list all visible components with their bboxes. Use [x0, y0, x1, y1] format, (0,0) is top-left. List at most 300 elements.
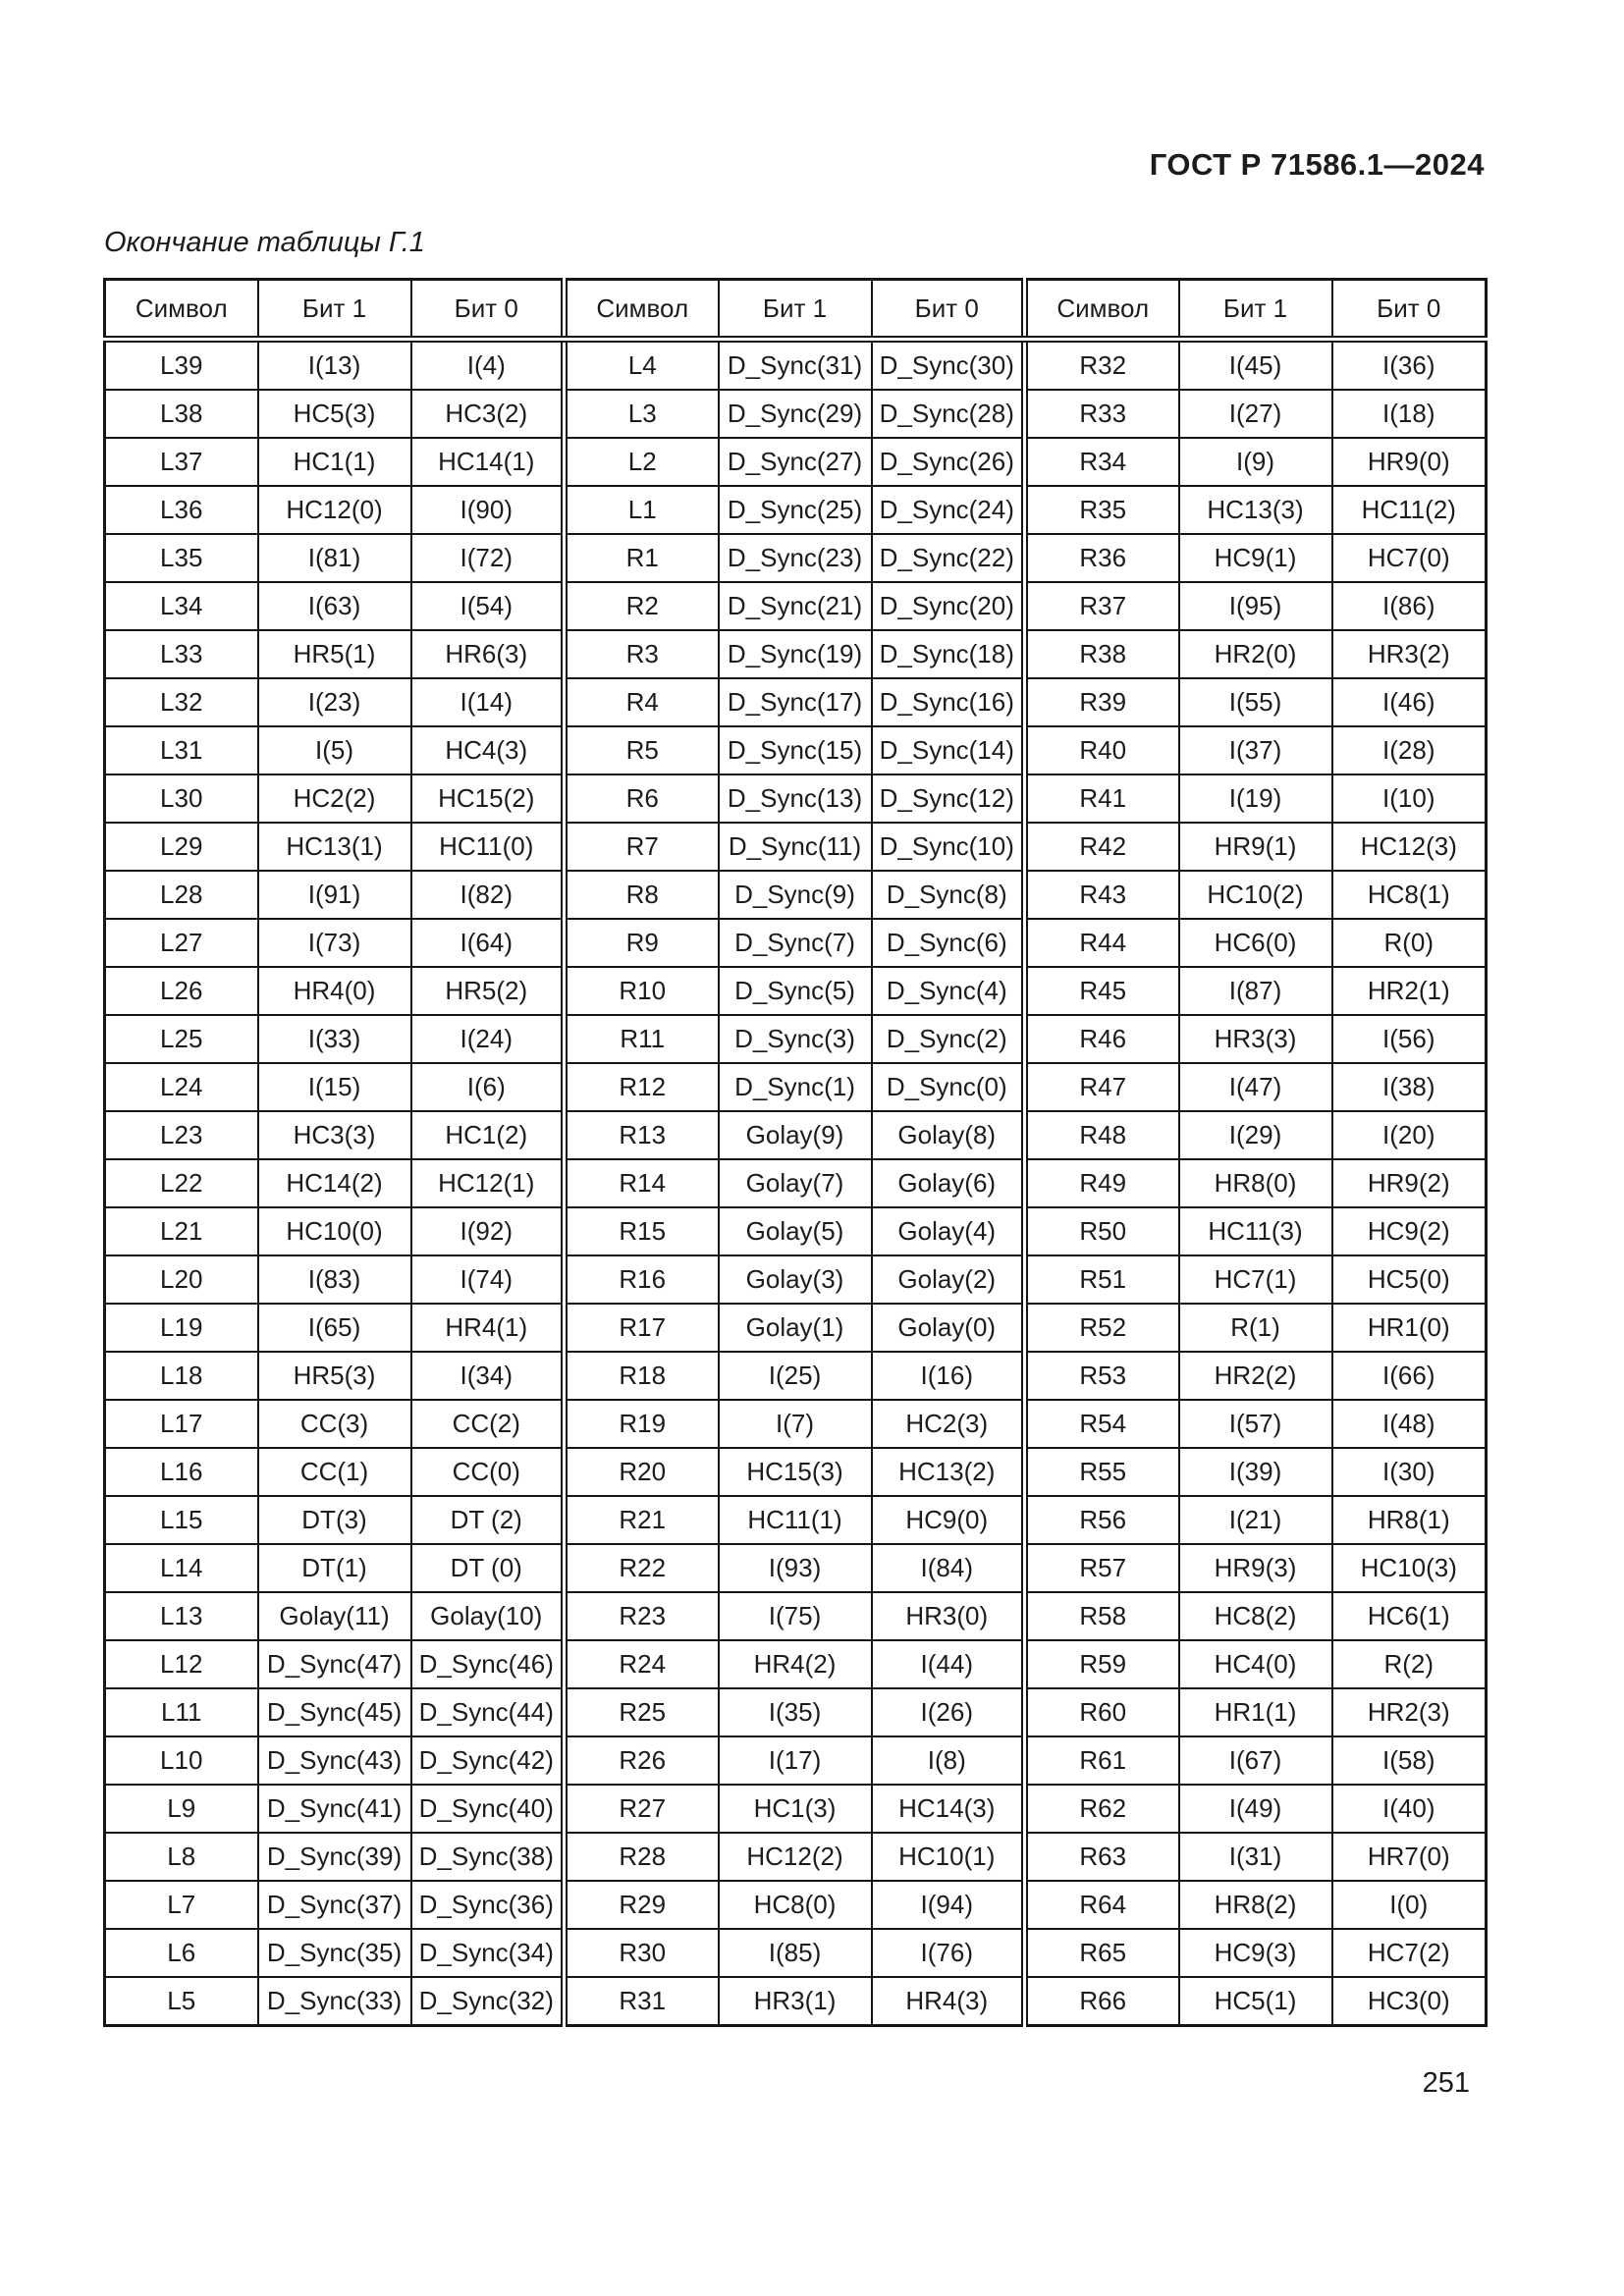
symbol-cell: R65	[1025, 1929, 1179, 1977]
bit-cell: HR1(0)	[1332, 1304, 1487, 1352]
bit-cell: D_Sync(2)	[872, 1015, 1025, 1063]
table-row	[105, 774, 1487, 823]
symbol-cell: R4	[565, 678, 719, 726]
bit-cell: I(47)	[1179, 1063, 1332, 1111]
bit-cell: I(55)	[1179, 678, 1332, 726]
bit-cell: CC(1)	[258, 1448, 411, 1496]
bit-cell: HC5(3)	[258, 390, 411, 438]
symbol-bit-table	[103, 278, 1488, 2027]
column-header: Символ	[105, 280, 258, 340]
symbol-cell: L11	[105, 1688, 258, 1736]
symbol-cell: L37	[105, 438, 258, 486]
bit-cell: HC2(3)	[872, 1400, 1025, 1448]
symbol-cell: L4	[565, 340, 719, 391]
bit-cell: I(81)	[258, 534, 411, 582]
symbol-cell: R7	[565, 823, 719, 871]
column-header: Бит 1	[719, 280, 872, 340]
bit-cell: I(75)	[719, 1592, 872, 1640]
bit-cell: Golay(4)	[872, 1207, 1025, 1255]
bit-cell: D_Sync(35)	[258, 1929, 411, 1977]
bit-cell: D_Sync(23)	[719, 534, 872, 582]
bit-cell: D_Sync(29)	[719, 390, 872, 438]
symbol-cell: R54	[1025, 1400, 1179, 1448]
symbol-cell: L5	[105, 1977, 258, 2026]
bit-cell: I(73)	[258, 919, 411, 967]
bit-cell: Golay(0)	[872, 1304, 1025, 1352]
bit-cell: D_Sync(41)	[258, 1785, 411, 1833]
column-header: Символ	[565, 280, 719, 340]
column-header: Бит 0	[411, 280, 565, 340]
symbol-cell: L31	[105, 726, 258, 774]
bit-cell: HR1(1)	[1179, 1688, 1332, 1736]
symbol-cell: L29	[105, 823, 258, 871]
bit-cell: HC15(3)	[719, 1448, 872, 1496]
bit-cell: DT(1)	[258, 1544, 411, 1592]
bit-cell: HC10(1)	[872, 1833, 1025, 1881]
symbol-cell: R14	[565, 1159, 719, 1207]
table-row	[105, 582, 1487, 630]
bit-cell: I(85)	[719, 1929, 872, 1977]
symbol-cell: R17	[565, 1304, 719, 1352]
symbol-cell: R52	[1025, 1304, 1179, 1352]
column-header: Бит 1	[1179, 280, 1332, 340]
bit-cell: I(8)	[872, 1736, 1025, 1785]
bit-cell: HC12(3)	[1332, 823, 1487, 871]
bit-cell: D_Sync(34)	[411, 1929, 565, 1977]
bit-cell: I(84)	[872, 1544, 1025, 1592]
symbol-cell: R21	[565, 1496, 719, 1544]
table-row	[105, 1015, 1487, 1063]
symbol-cell: L22	[105, 1159, 258, 1207]
symbol-cell: R26	[565, 1736, 719, 1785]
bit-cell: HR5(3)	[258, 1352, 411, 1400]
bit-cell: D_Sync(12)	[872, 774, 1025, 823]
bit-cell: I(20)	[1332, 1111, 1487, 1159]
bit-cell: D_Sync(13)	[719, 774, 872, 823]
symbol-cell: L8	[105, 1833, 258, 1881]
bit-cell: D_Sync(0)	[872, 1063, 1025, 1111]
bit-cell: I(46)	[1332, 678, 1487, 726]
bit-cell: HR9(0)	[1332, 438, 1487, 486]
bit-cell: HC10(3)	[1332, 1544, 1487, 1592]
symbol-cell: R58	[1025, 1592, 1179, 1640]
bit-cell: I(49)	[1179, 1785, 1332, 1833]
symbol-cell: R30	[565, 1929, 719, 1977]
table-row	[105, 1448, 1487, 1496]
bit-cell: I(33)	[258, 1015, 411, 1063]
symbol-cell: L10	[105, 1736, 258, 1785]
symbol-cell: R64	[1025, 1881, 1179, 1929]
bit-cell: I(38)	[1332, 1063, 1487, 1111]
bit-cell: HC14(2)	[258, 1159, 411, 1207]
bit-cell: I(31)	[1179, 1833, 1332, 1881]
symbol-cell: R19	[565, 1400, 719, 1448]
bit-cell: I(40)	[1332, 1785, 1487, 1833]
bit-cell: I(6)	[411, 1063, 565, 1111]
bit-cell: R(1)	[1179, 1304, 1332, 1352]
bit-cell: HC7(0)	[1332, 534, 1487, 582]
bit-cell: D_Sync(25)	[719, 486, 872, 534]
bit-cell: D_Sync(20)	[872, 582, 1025, 630]
bit-cell: I(63)	[258, 582, 411, 630]
bit-cell: I(26)	[872, 1688, 1025, 1736]
symbol-cell: R40	[1025, 726, 1179, 774]
bit-cell: CC(3)	[258, 1400, 411, 1448]
bit-cell: I(91)	[258, 871, 411, 919]
bit-cell: D_Sync(19)	[719, 630, 872, 678]
bit-cell: HC5(0)	[1332, 1255, 1487, 1304]
symbol-cell: R8	[565, 871, 719, 919]
symbol-cell: R48	[1025, 1111, 1179, 1159]
bit-cell: I(35)	[719, 1688, 872, 1736]
bit-cell: I(17)	[719, 1736, 872, 1785]
symbol-cell: R41	[1025, 774, 1179, 823]
bit-cell: I(65)	[258, 1304, 411, 1352]
column-header: Бит 0	[1332, 280, 1487, 340]
bit-cell: I(13)	[258, 340, 411, 391]
bit-cell: D_Sync(28)	[872, 390, 1025, 438]
table-header-row	[105, 280, 1487, 340]
symbol-cell: L27	[105, 919, 258, 967]
bit-cell: HC8(1)	[1332, 871, 1487, 919]
table-row	[105, 1304, 1487, 1352]
bit-cell: HR9(3)	[1179, 1544, 1332, 1592]
bit-cell: D_Sync(11)	[719, 823, 872, 871]
bit-cell: HC11(0)	[411, 823, 565, 871]
symbol-cell: L25	[105, 1015, 258, 1063]
symbol-cell: L26	[105, 967, 258, 1015]
symbol-cell: L35	[105, 534, 258, 582]
bit-cell: HR2(1)	[1332, 967, 1487, 1015]
bit-cell: I(36)	[1332, 340, 1487, 391]
symbol-cell: L9	[105, 1785, 258, 1833]
bit-cell: R(0)	[1332, 919, 1487, 967]
bit-cell: HC15(2)	[411, 774, 565, 823]
bit-cell: I(14)	[411, 678, 565, 726]
bit-cell: HC1(2)	[411, 1111, 565, 1159]
bit-cell: I(39)	[1179, 1448, 1332, 1496]
table-row	[105, 1977, 1487, 2026]
bit-cell: DT (2)	[411, 1496, 565, 1544]
bit-cell: I(24)	[411, 1015, 565, 1063]
bit-cell: HC6(1)	[1332, 1592, 1487, 1640]
bit-cell: I(93)	[719, 1544, 872, 1592]
symbol-cell: R47	[1025, 1063, 1179, 1111]
symbol-cell: L18	[105, 1352, 258, 1400]
bit-cell: HC13(3)	[1179, 486, 1332, 534]
table-row	[105, 630, 1487, 678]
table-row	[105, 390, 1487, 438]
table-row	[105, 486, 1487, 534]
bit-cell: HC1(3)	[719, 1785, 872, 1833]
bit-cell: HC14(3)	[872, 1785, 1025, 1833]
bit-cell: HC12(0)	[258, 486, 411, 534]
bit-cell: HC4(0)	[1179, 1640, 1332, 1688]
bit-cell: I(86)	[1332, 582, 1487, 630]
bit-cell: Golay(8)	[872, 1111, 1025, 1159]
table-row	[105, 1833, 1487, 1881]
symbol-cell: R3	[565, 630, 719, 678]
bit-cell: I(9)	[1179, 438, 1332, 486]
symbol-cell: R10	[565, 967, 719, 1015]
bit-cell: HC9(3)	[1179, 1929, 1332, 1977]
bit-cell: HR5(1)	[258, 630, 411, 678]
bit-cell: I(56)	[1332, 1015, 1487, 1063]
bit-cell: HC10(0)	[258, 1207, 411, 1255]
bit-cell: R(2)	[1332, 1640, 1487, 1688]
bit-cell: D_Sync(27)	[719, 438, 872, 486]
symbol-cell: R39	[1025, 678, 1179, 726]
symbol-cell: L2	[565, 438, 719, 486]
symbol-cell: R35	[1025, 486, 1179, 534]
symbol-cell: R23	[565, 1592, 719, 1640]
bit-cell: I(7)	[719, 1400, 872, 1448]
bit-cell: Golay(3)	[719, 1255, 872, 1304]
bit-cell: HR2(0)	[1179, 630, 1332, 678]
bit-cell: D_Sync(5)	[719, 967, 872, 1015]
bit-cell: D_Sync(40)	[411, 1785, 565, 1833]
table-row	[105, 1159, 1487, 1207]
symbol-cell: L20	[105, 1255, 258, 1304]
bit-cell: I(76)	[872, 1929, 1025, 1977]
bit-cell: Golay(2)	[872, 1255, 1025, 1304]
table-row	[105, 1785, 1487, 1833]
bit-cell: I(74)	[411, 1255, 565, 1304]
bit-cell: HR3(2)	[1332, 630, 1487, 678]
bit-cell: I(28)	[1332, 726, 1487, 774]
symbol-cell: L1	[565, 486, 719, 534]
symbol-cell: R18	[565, 1352, 719, 1400]
symbol-cell: R25	[565, 1688, 719, 1736]
bit-cell: HC10(2)	[1179, 871, 1332, 919]
symbol-cell: R34	[1025, 438, 1179, 486]
bit-cell: HC9(1)	[1179, 534, 1332, 582]
bit-cell: HR9(2)	[1332, 1159, 1487, 1207]
bit-cell: DT(3)	[258, 1496, 411, 1544]
bit-cell: I(48)	[1332, 1400, 1487, 1448]
bit-cell: I(0)	[1332, 1881, 1487, 1929]
bit-cell: I(95)	[1179, 582, 1332, 630]
table-row	[105, 823, 1487, 871]
symbol-cell: R38	[1025, 630, 1179, 678]
doc-reference: ГОСТ Р 71586.1—2024	[1149, 147, 1485, 182]
table-row	[105, 1544, 1487, 1592]
bit-cell: HR8(0)	[1179, 1159, 1332, 1207]
bit-cell: HR3(0)	[872, 1592, 1025, 1640]
bit-cell: D_Sync(33)	[258, 1977, 411, 2026]
bit-cell: D_Sync(39)	[258, 1833, 411, 1881]
bit-cell: D_Sync(18)	[872, 630, 1025, 678]
symbol-cell: R28	[565, 1833, 719, 1881]
symbol-cell: R13	[565, 1111, 719, 1159]
bit-cell: HR8(2)	[1179, 1881, 1332, 1929]
bit-cell: D_Sync(38)	[411, 1833, 565, 1881]
bit-cell: HC8(2)	[1179, 1592, 1332, 1640]
bit-cell: D_Sync(32)	[411, 1977, 565, 2026]
column-header: Бит 0	[872, 280, 1025, 340]
bit-cell: I(37)	[1179, 726, 1332, 774]
table-row	[105, 1881, 1487, 1929]
bit-cell: D_Sync(1)	[719, 1063, 872, 1111]
bit-cell: I(21)	[1179, 1496, 1332, 1544]
bit-cell: I(66)	[1332, 1352, 1487, 1400]
bit-cell: HC13(1)	[258, 823, 411, 871]
symbol-cell: R15	[565, 1207, 719, 1255]
table-row	[105, 1207, 1487, 1255]
bit-cell: HC4(3)	[411, 726, 565, 774]
table-row	[105, 967, 1487, 1015]
bit-cell: HC11(3)	[1179, 1207, 1332, 1255]
table-row	[105, 1400, 1487, 1448]
symbol-cell: L14	[105, 1544, 258, 1592]
symbol-cell: R56	[1025, 1496, 1179, 1544]
symbol-cell: R44	[1025, 919, 1179, 967]
symbol-cell: R27	[565, 1785, 719, 1833]
bit-cell: D_Sync(26)	[872, 438, 1025, 486]
symbol-cell: R24	[565, 1640, 719, 1688]
bit-cell: I(54)	[411, 582, 565, 630]
symbol-cell: R2	[565, 582, 719, 630]
bit-cell: CC(2)	[411, 1400, 565, 1448]
symbol-cell: R62	[1025, 1785, 1179, 1833]
symbol-cell: L23	[105, 1111, 258, 1159]
table-row	[105, 1592, 1487, 1640]
bit-cell: DT (0)	[411, 1544, 565, 1592]
bit-cell: I(23)	[258, 678, 411, 726]
bit-cell: D_Sync(9)	[719, 871, 872, 919]
symbol-cell: R32	[1025, 340, 1179, 391]
bit-cell: HC3(0)	[1332, 1977, 1487, 2026]
table-row	[105, 1736, 1487, 1785]
bit-cell: I(44)	[872, 1640, 1025, 1688]
bit-cell: HC2(2)	[258, 774, 411, 823]
table-row	[105, 340, 1487, 391]
bit-cell: I(67)	[1179, 1736, 1332, 1785]
bit-cell: D_Sync(21)	[719, 582, 872, 630]
symbol-cell: L24	[105, 1063, 258, 1111]
bit-cell: I(16)	[872, 1352, 1025, 1400]
bit-cell: D_Sync(47)	[258, 1640, 411, 1688]
table-row	[105, 438, 1487, 486]
bit-cell: HC7(2)	[1332, 1929, 1487, 1977]
bit-cell: D_Sync(4)	[872, 967, 1025, 1015]
symbol-cell: R33	[1025, 390, 1179, 438]
symbol-cell: R60	[1025, 1688, 1179, 1736]
bit-cell: Golay(5)	[719, 1207, 872, 1255]
table-row	[105, 1496, 1487, 1544]
bit-cell: D_Sync(36)	[411, 1881, 565, 1929]
bit-cell: Golay(6)	[872, 1159, 1025, 1207]
symbol-cell: L21	[105, 1207, 258, 1255]
bit-cell: HR2(2)	[1179, 1352, 1332, 1400]
bit-cell: HC13(2)	[872, 1448, 1025, 1496]
table-row	[105, 919, 1487, 967]
bit-cell: D_Sync(31)	[719, 340, 872, 391]
bit-cell: I(5)	[258, 726, 411, 774]
bit-cell: HR9(1)	[1179, 823, 1332, 871]
bit-cell: D_Sync(46)	[411, 1640, 565, 1688]
bit-cell: D_Sync(6)	[872, 919, 1025, 967]
bit-cell: I(92)	[411, 1207, 565, 1255]
bit-cell: HR4(3)	[872, 1977, 1025, 2026]
column-header: Бит 1	[258, 280, 411, 340]
table-caption: Окончание таблицы Г.1	[104, 227, 425, 258]
bit-cell: D_Sync(8)	[872, 871, 1025, 919]
bit-cell: I(15)	[258, 1063, 411, 1111]
symbol-cell: R22	[565, 1544, 719, 1592]
bit-cell: D_Sync(7)	[719, 919, 872, 967]
bit-cell: I(34)	[411, 1352, 565, 1400]
table-row	[105, 1929, 1487, 1977]
symbol-cell: L6	[105, 1929, 258, 1977]
symbol-cell: R50	[1025, 1207, 1179, 1255]
symbol-cell: R55	[1025, 1448, 1179, 1496]
symbol-cell: L34	[105, 582, 258, 630]
bit-cell: D_Sync(30)	[872, 340, 1025, 391]
symbol-cell: L28	[105, 871, 258, 919]
bit-cell: D_Sync(17)	[719, 678, 872, 726]
bit-cell: I(82)	[411, 871, 565, 919]
bit-cell: Golay(10)	[411, 1592, 565, 1640]
bit-cell: HC1(1)	[258, 438, 411, 486]
bit-cell: HC9(2)	[1332, 1207, 1487, 1255]
table-row	[105, 1255, 1487, 1304]
table-row	[105, 726, 1487, 774]
bit-cell: I(18)	[1332, 390, 1487, 438]
symbol-cell: L7	[105, 1881, 258, 1929]
bit-cell: D_Sync(16)	[872, 678, 1025, 726]
bit-cell: D_Sync(44)	[411, 1688, 565, 1736]
bit-cell: I(72)	[411, 534, 565, 582]
bit-cell: HC9(0)	[872, 1496, 1025, 1544]
bit-cell: D_Sync(15)	[719, 726, 872, 774]
bit-cell: CC(0)	[411, 1448, 565, 1496]
symbol-cell: L3	[565, 390, 719, 438]
symbol-cell: R5	[565, 726, 719, 774]
bit-cell: Golay(1)	[719, 1304, 872, 1352]
bit-cell: I(45)	[1179, 340, 1332, 391]
symbol-cell: R46	[1025, 1015, 1179, 1063]
bit-cell: HR4(0)	[258, 967, 411, 1015]
table-row	[105, 1640, 1487, 1688]
symbol-cell: L17	[105, 1400, 258, 1448]
bit-cell: HC8(0)	[719, 1881, 872, 1929]
table-row	[105, 534, 1487, 582]
symbol-cell: R9	[565, 919, 719, 967]
bit-cell: I(87)	[1179, 967, 1332, 1015]
symbol-cell: R61	[1025, 1736, 1179, 1785]
bit-cell: D_Sync(10)	[872, 823, 1025, 871]
symbol-cell: R36	[1025, 534, 1179, 582]
bit-cell: D_Sync(24)	[872, 486, 1025, 534]
symbol-cell: R43	[1025, 871, 1179, 919]
bit-cell: D_Sync(14)	[872, 726, 1025, 774]
symbol-cell: R42	[1025, 823, 1179, 871]
symbol-cell: R6	[565, 774, 719, 823]
symbol-cell: R16	[565, 1255, 719, 1304]
bit-cell: HC6(0)	[1179, 919, 1332, 967]
page-number: 251	[1422, 2067, 1470, 2099]
table-body	[105, 340, 1487, 2026]
symbol-cell: R12	[565, 1063, 719, 1111]
symbol-cell: R66	[1025, 1977, 1179, 2026]
bit-cell: I(64)	[411, 919, 565, 967]
symbol-cell: R63	[1025, 1833, 1179, 1881]
bit-cell: HR5(2)	[411, 967, 565, 1015]
bit-cell: I(83)	[258, 1255, 411, 1304]
bit-cell: HC12(2)	[719, 1833, 872, 1881]
bit-cell: Golay(11)	[258, 1592, 411, 1640]
